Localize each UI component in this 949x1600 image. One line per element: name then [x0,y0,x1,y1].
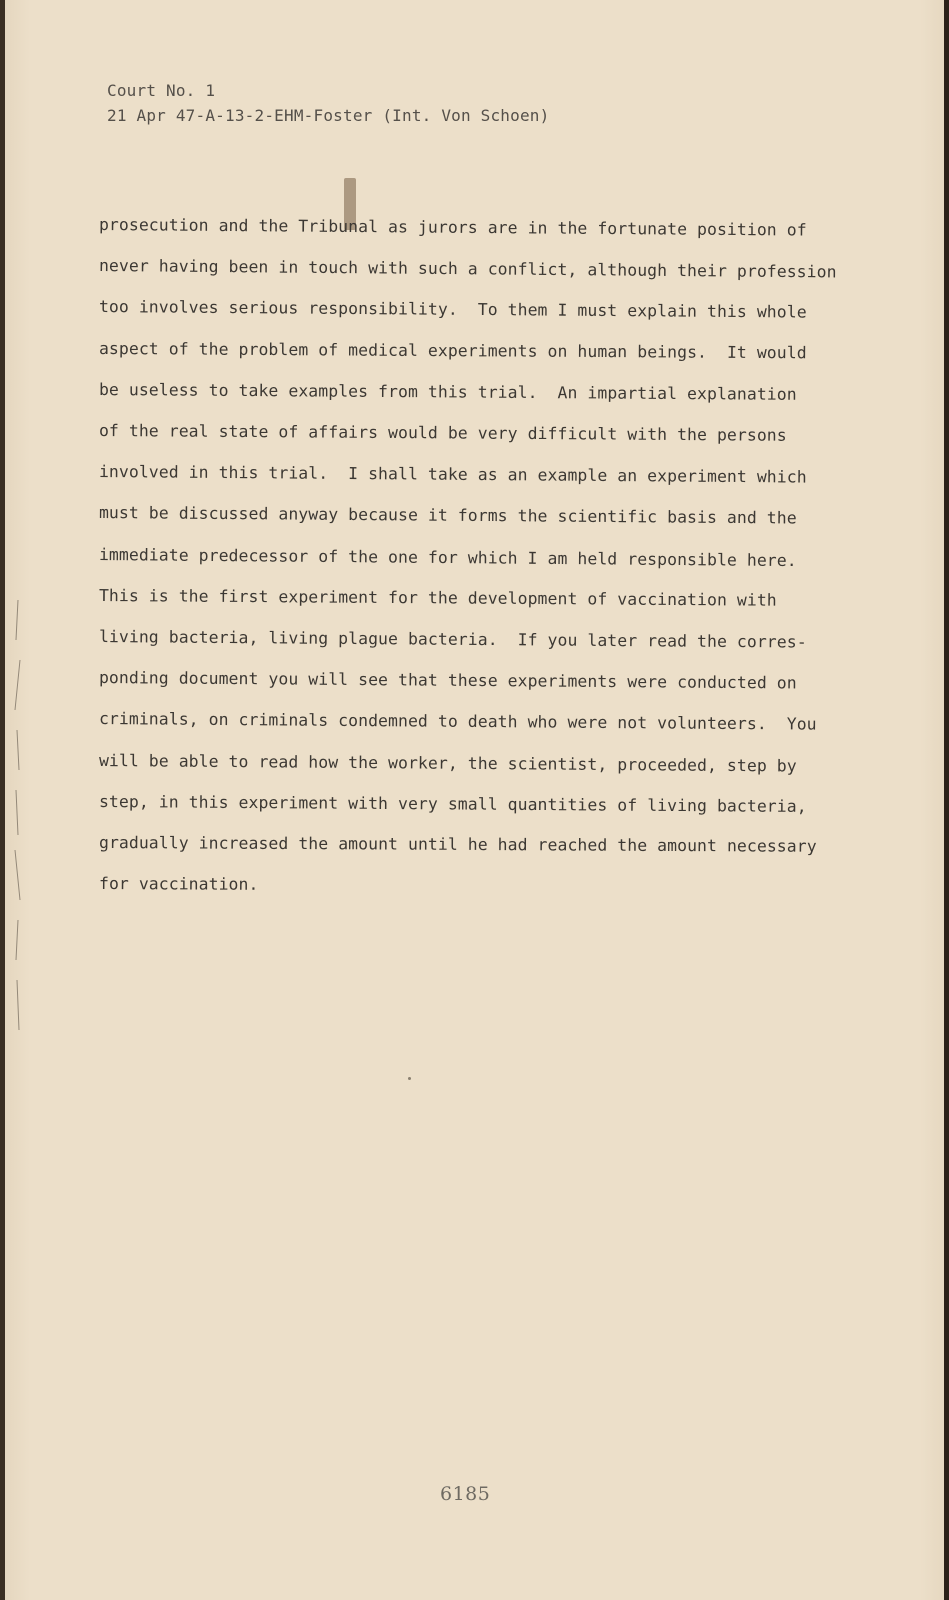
document-reference: 21 Apr 47-A-13-2-EHM-Foster (Int. Von Schoen) [107,106,550,125]
text-line: involved in this trial. I shall take as an example an experiment which [98,462,807,487]
text-line: step, in this experiment with very small quantities of living bacteria, [98,791,807,816]
text-line: ponding document you will see that these experiments were conducted on [98,668,797,693]
transcript-body [99,204,869,904]
text-line: immediate predecessor of the one for which I am held responsible here. [98,544,797,570]
text-line: living bacteria, living plague bacteria. If you later read the corres- [98,627,807,652]
text-line: of the real state of affairs would be very difficult with the persons [98,421,787,445]
margin-pencil-marks [6,600,24,1040]
text-line: prosecution and the Tribunal as jurors are in the fortunate position of [98,215,807,240]
document-header [107,78,549,128]
text-line: must be discussed anyway because it forms the scientific basis and the [98,503,797,528]
text-line: aspect of the problem of medical experiments on human beings. It would [98,338,807,362]
text-line: too involves serious responsibility. To them I must explain this whole [98,297,807,322]
text-line: criminals, on criminals condemned to death who were not volunteers. You [98,709,817,735]
text-line: gradually increased the amount until he had reached the amount necessary [98,833,817,856]
text-line: This is the first experiment for the development of vaccination with [98,585,777,610]
page-number: 6185 [440,1483,491,1505]
page-edge-shadow [0,0,5,1600]
text-line: for vaccination. [98,874,259,895]
text-line: will be able to read how the worker, the scientist, proceeded, step by [98,750,797,776]
text-line: never having been in touch with such a conflict, although their profession [98,256,837,282]
paper-speck [408,1077,411,1080]
text-line: be useless to take examples from this trial. An impartial explanation [98,379,797,404]
court-number: Court No. 1 [107,81,216,100]
